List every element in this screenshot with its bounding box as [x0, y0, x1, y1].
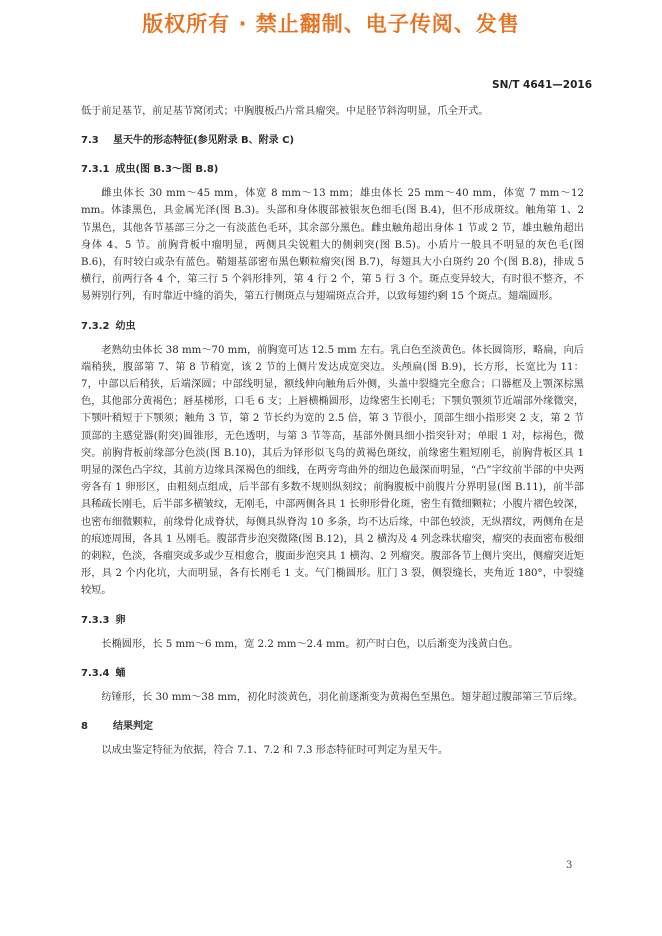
section-title: 蛹: [115, 667, 126, 679]
standard-number: SN/T 4641—2016: [492, 79, 592, 91]
section-title: 结果判定: [113, 721, 153, 733]
larva-description: 老熟幼虫体长 38 mm～70 mm，前胸宽可达 12.5 mm 左右。乳白色至淡黄色。体长圆筒形，略扁，向后端稍狭，腹部第 7、第 8 节稍宽，该 2 节的上侧片发达成宽突边。头颅扁(图 B.9)，长方形，长宽比为 11：7，中部以后稍狭，后端深圆；中部线明显，额线伸向触角后外侧，头盖中裂缝完全愈合；口器框及上颚深棕黑色，其他部分黄褐色；唇基梯形，口毛 6 支；上唇横椭圆形，边缘密生长刚毛；下颚负颚须节近端部外缘微突，下颚叶稍短于下颚须；触角 3 节，第 2 节长约为宽的 2.5 倍，第 3 节很小，顶部生细小指形突 2 支，第 2 节顶部的主感觉器(附突)圆锥形，无色透明，与第 3 节等高，基部外侧具细小指突针对；单眼 1 对，棕褐色，微突。前胸背板前缘部分色淡(图 B.10)，其后为铎形似飞鸟的黄褐色斑纹，前缘密生粗短刚毛，前胸背板区具 1 明显的深色凸字纹，其前方边缘具深褐色的细线，在两旁弯曲外的细边色最深而明显，“凸”字纹前半部的中央两旁各有 1 卵形区，由粗刻点组成，后半部有多数不规则纵刻纹；前胸腹板中前腹片分界明显(图 B.11)，前半部具稀疏长刚毛，后半部多横皱纹，无刚毛，中部两侧各具 1 长卵形骨化斑，密生有微细颗粒；小腹片褶色较深，也密布细微颗粒，前缘骨化成脊状，每侧具纵脊沟 10 多条，均不达后缘，中部色较淡，无纵褶纹，两侧角在是的痕迹周围，各具 1 丛刚毛。腹部背步泡突微隆(图 B.12)，具 2 横沟及 4 列念珠状瘤突，瘤突的表面密布极细的刺粒，色淡，各瘤突或多或少互相愈合，腹面步泡突具 1 横沟、2 列瘤突。腹部各节上侧片突出，侧瘤突近矩形，具 2 个内化坑，大而明显，各有长刚毛 1 支。气门椭圆形。肛门 3 裂，侧裂缝长，夹角近 180°，中裂缝较短。: [81, 344, 584, 597]
section-7-3-2-heading: [81, 318, 584, 335]
section-number: 7.3.4: [81, 667, 110, 679]
page-number: 3: [566, 860, 573, 871]
intro-paragraph: 低于前足基节，前足基节窝闭式；中胸腹板凸片常具瘤突。中足胫节斜沟明显，爪全开式。: [81, 106, 489, 117]
pupa-description: 纺锤形，长 30 mm～38 mm，初化时淡黄色，羽化前逐渐变为黄褐色至黑色。翅芽超过腹部第三节后缘。: [101, 691, 584, 703]
section-number: 7.3.3: [81, 614, 110, 626]
section-title: 成虫(图 B.3～图 B.8): [115, 164, 219, 176]
section-7-3-1-heading: [81, 161, 584, 178]
section-7-3-3-heading: [81, 612, 584, 629]
adult-description: 雌虫体长 30 mm～45 mm，体宽 8 mm～13 mm；雄虫体长 25 mm～40 mm，体宽 7 mm～12 mm。体漆黑色，具金属光泽(图 B.3)。头部和身体腹部被银灰色细毛(图 B.4)，但不形成斑纹。触角第 1、2 节黑色，其他各节基部三分之一有淡蓝色毛环，其余部分黑色。雌虫触角超出身体 1 节或 2 节，雄虫触角超出身体 4、5 节。前胸背板中瘤明显，两侧具尖锐粗大的侧刺突(图 B.5)。小盾片一般具不明显的灰色毛(图 B.6)，有时较白或杂有蓝色。鞘翅基部密布黑色颗粒瘤突(图 B.7)，每翅具大小白斑约 20 个(图 B.8)，排成 5 横行，前两行各 4 个，第三行 5 个斜形排列，第 4 行 2 个，第 5 行 3 个。斑点变异较大，有时很不整齐，不易辨别行列，有时靠近中缝的消失，第五行侧斑点与翅端斑点合并，以致每翅约剩 15 个斑点。翅端圆形。: [81, 188, 584, 303]
section-title: 卵: [115, 614, 126, 626]
egg-description: 长椭圆形，长 5 mm～6 mm，宽 2.2 mm～2.4 mm。初产时白色，以后渐变为浅黄白色。: [101, 638, 519, 650]
section-number: 8: [81, 721, 88, 733]
section-number: 7.3.2: [81, 320, 110, 332]
result-judgment-text: 以成虫鉴定特征为依据，符合 7.1、7.2 和 7.3 形态特征时可判定为星天牛。: [101, 745, 449, 757]
section-7-3-4-heading: [81, 665, 584, 682]
section-number: 7.3: [81, 135, 99, 147]
section-number: 7.3.1: [81, 164, 110, 176]
section-8-heading: [81, 718, 584, 735]
document-body: [81, 103, 584, 759]
section-title: 星天牛的形态特征(参见附录 B、附录 C): [113, 135, 295, 147]
section-title: 幼虫: [115, 320, 136, 332]
copyright-watermark: 版权所有 · 禁止翻制、电子传阅、发售: [142, 12, 520, 36]
section-7-3-heading: [81, 132, 584, 149]
